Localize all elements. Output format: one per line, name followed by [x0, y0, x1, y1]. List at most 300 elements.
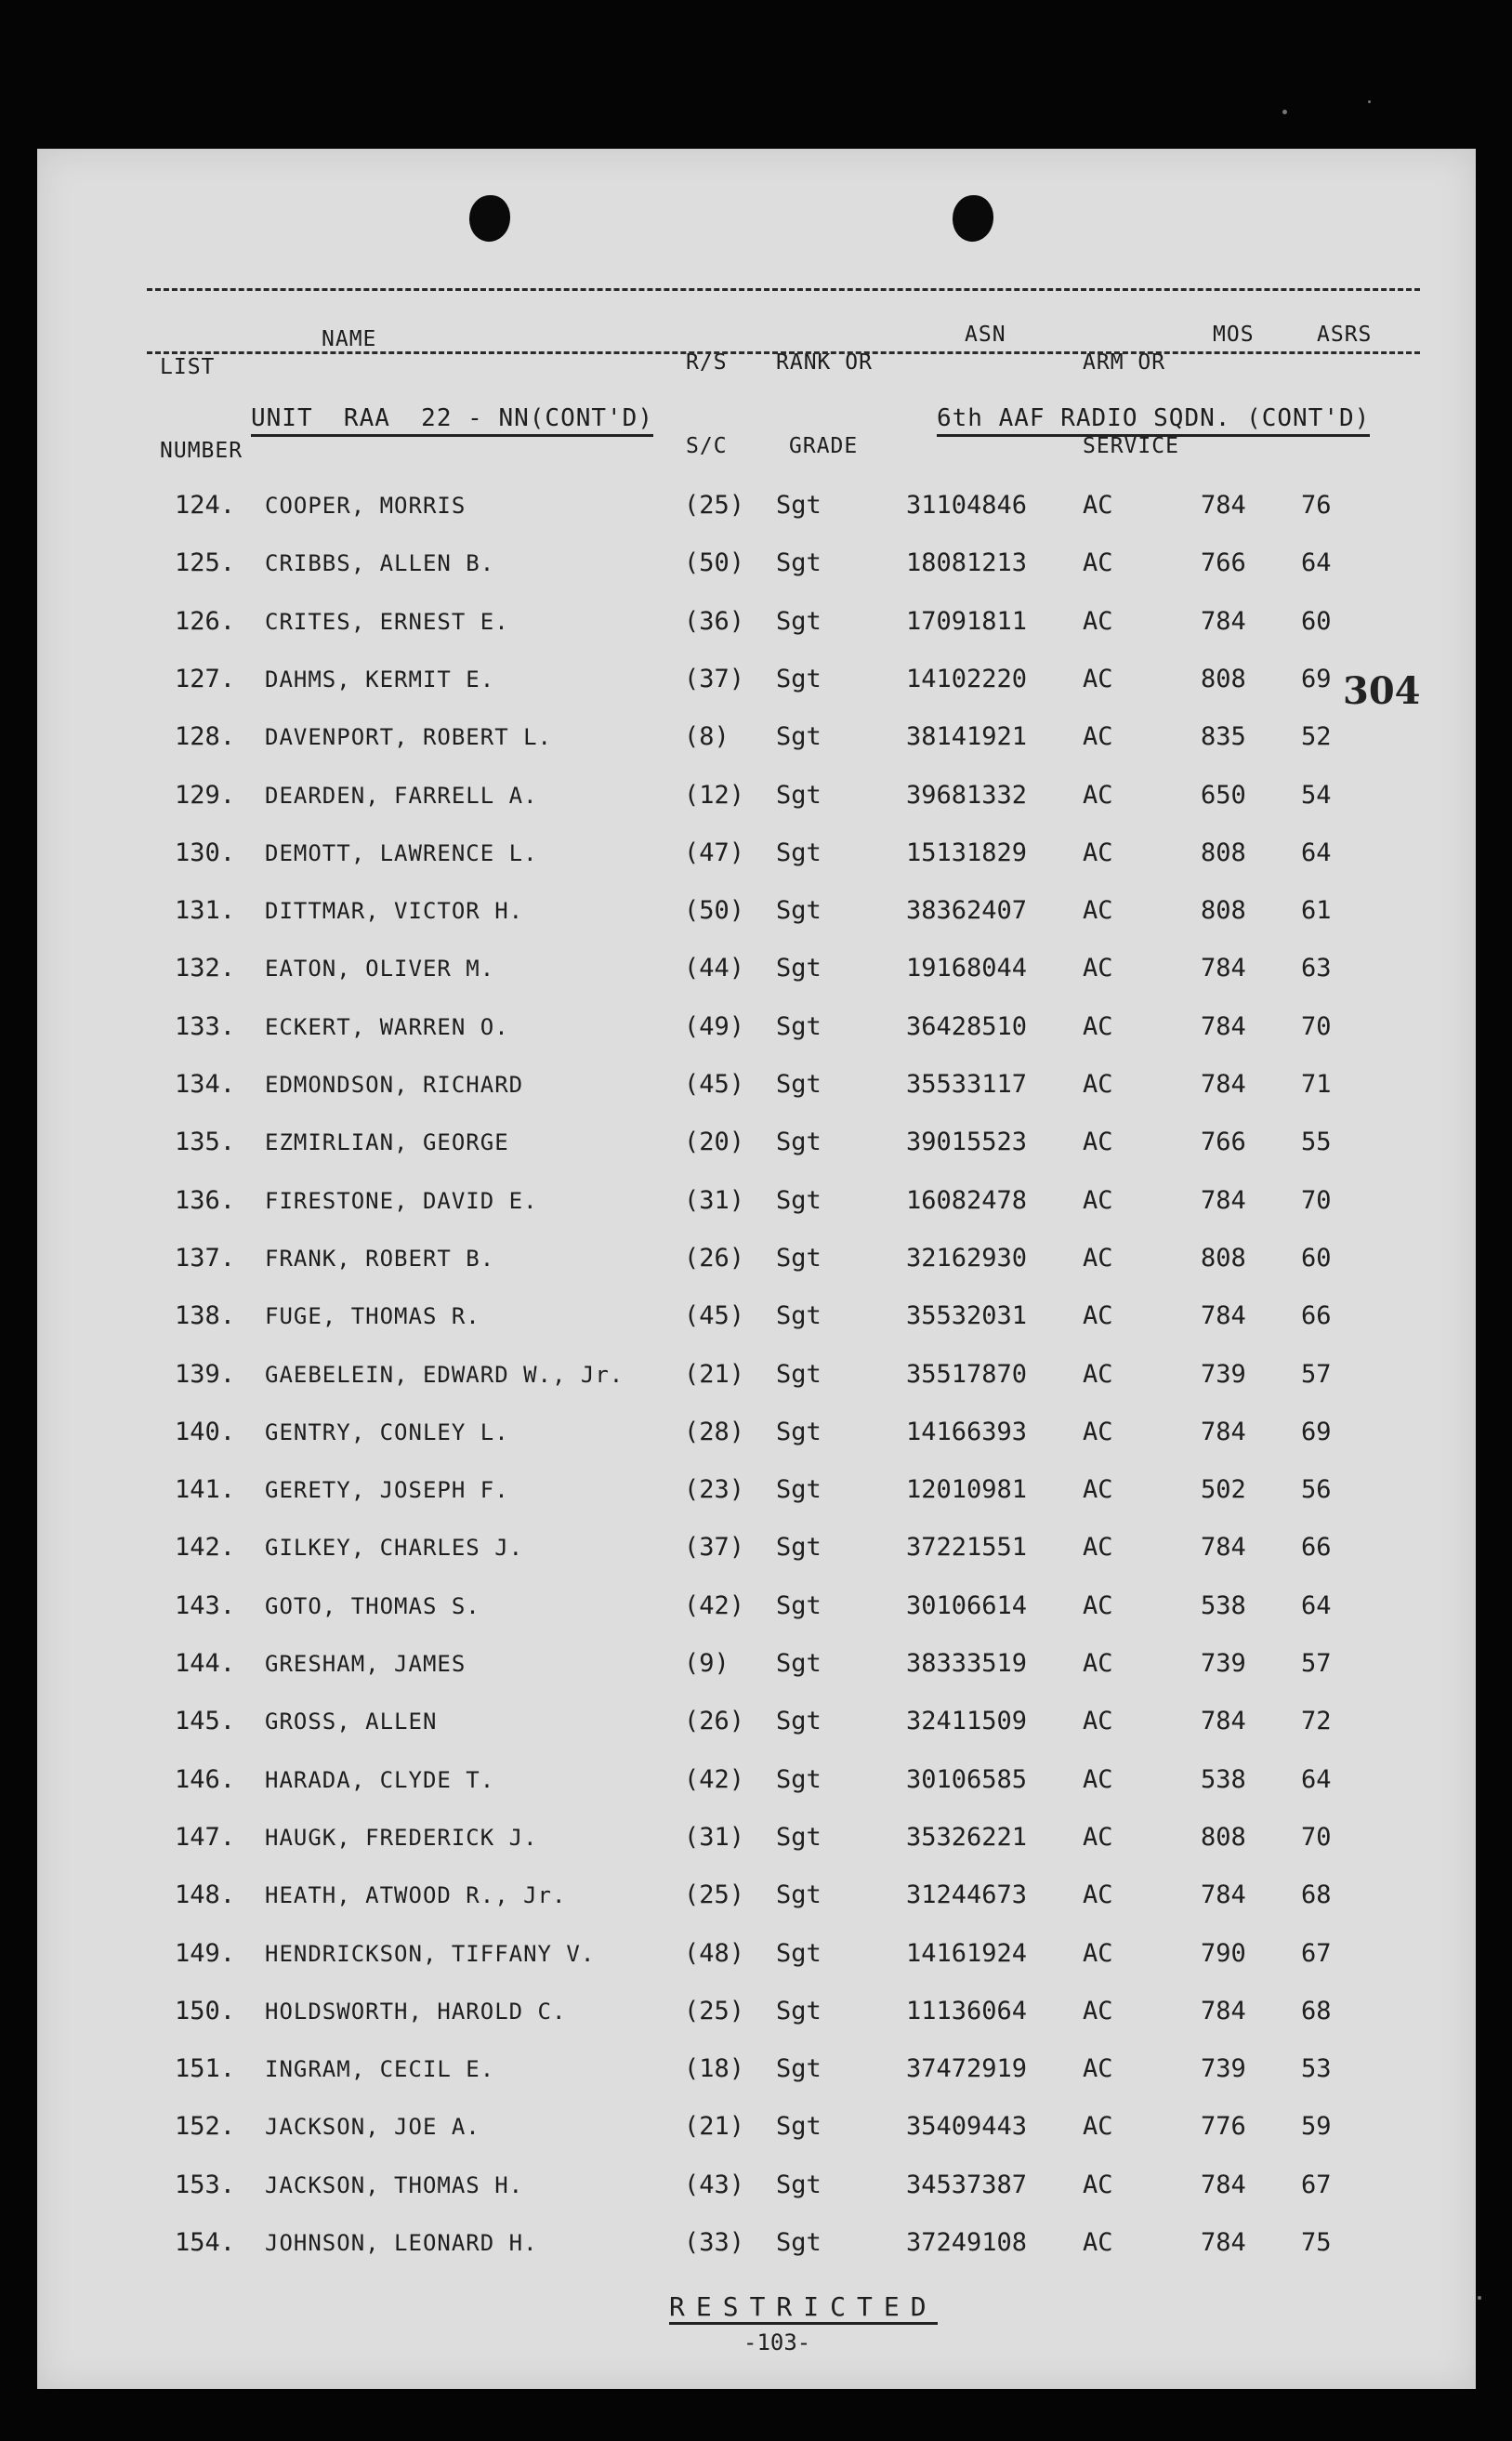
row-list-number: 137. — [175, 1243, 236, 1273]
row-list-number: 127. — [175, 664, 236, 693]
table-row — [37, 1066, 1476, 1103]
row-rs-sc: (12) — [684, 780, 745, 810]
row-rank: Sgt — [776, 1880, 822, 1910]
row-asn: 32411509 — [906, 1707, 1028, 1736]
row-list-number: 134. — [175, 1070, 236, 1099]
row-list-number: 128. — [175, 722, 236, 752]
row-asrs: 63 — [1301, 954, 1332, 983]
row-rank: Sgt — [776, 2228, 822, 2257]
row-rs-sc: (36) — [684, 606, 745, 636]
row-mos: 766 — [1201, 548, 1246, 578]
row-arm-service: AC — [1083, 1070, 1113, 1099]
row-list-number: 146. — [175, 1764, 236, 1794]
row-asrs: 76 — [1301, 491, 1332, 520]
row-rs-sc: (43) — [684, 2170, 745, 2199]
dust-speck — [1368, 100, 1371, 103]
row-rs-sc: (50) — [684, 548, 745, 578]
row-mos: 784 — [1201, 1070, 1246, 1099]
row-name: INGRAM, CECIL E. — [265, 2056, 495, 2083]
row-asn: 35409443 — [906, 2112, 1028, 2142]
row-list-number: 148. — [175, 1880, 236, 1910]
row-asn: 11136064 — [906, 1996, 1028, 2025]
row-rank: Sgt — [776, 1938, 822, 1968]
table-row — [37, 661, 1476, 698]
row-arm-service: AC — [1083, 1301, 1113, 1331]
row-arm-service: AC — [1083, 606, 1113, 636]
row-rank: Sgt — [776, 1649, 822, 1678]
row-arm-service: AC — [1083, 548, 1113, 578]
row-rank: Sgt — [776, 2112, 822, 2142]
row-rs-sc: (45) — [684, 1070, 745, 1099]
row-rs-sc: (42) — [684, 1590, 745, 1620]
row-mos: 784 — [1201, 1880, 1246, 1910]
row-asrs: 55 — [1301, 1128, 1332, 1157]
row-rank: Sgt — [776, 1417, 822, 1446]
row-rs-sc: (28) — [684, 1417, 745, 1446]
row-name: EDMONDSON, RICHARD — [265, 1072, 524, 1098]
row-name: DAVENPORT, ROBERT L. — [265, 724, 552, 751]
table-row — [37, 719, 1476, 756]
row-name: FRANK, ROBERT B. — [265, 1245, 495, 1272]
row-asrs: 64 — [1301, 1590, 1332, 1620]
row-name: HARADA, CLYDE T. — [265, 1766, 495, 1793]
row-asrs: 68 — [1301, 1996, 1332, 2025]
header-rank-line1: RANK OR — [776, 350, 873, 375]
row-rs-sc: (25) — [684, 1996, 745, 2025]
header-name: NAME — [322, 327, 377, 351]
row-name: EZMIRLIAN, GEORGE — [265, 1129, 509, 1156]
row-name: COOPER, MORRIS — [265, 493, 467, 519]
row-rank: Sgt — [776, 1011, 822, 1041]
row-asn: 14166393 — [906, 1417, 1028, 1446]
row-rs-sc: (21) — [684, 2112, 745, 2142]
table-row — [37, 777, 1476, 814]
row-asrs: 68 — [1301, 1880, 1332, 1910]
row-name: GAEBELEIN, EDWARD W., Jr. — [265, 1361, 625, 1388]
row-mos: 502 — [1201, 1475, 1246, 1505]
row-list-number: 143. — [175, 1590, 236, 1620]
row-rank: Sgt — [776, 780, 822, 810]
table-row — [37, 892, 1476, 930]
row-asrs: 67 — [1301, 1938, 1332, 1968]
table-row — [37, 1588, 1476, 1625]
row-mos: 808 — [1201, 1822, 1246, 1852]
header-rs — [686, 293, 741, 516]
row-asn: 30106614 — [906, 1590, 1028, 1620]
row-asn: 32162930 — [906, 1243, 1028, 1273]
row-name: HAUGK, FREDERICK J. — [265, 1824, 538, 1851]
row-arm-service: AC — [1083, 780, 1113, 810]
punch-hole-left — [469, 195, 510, 242]
row-asrs: 59 — [1301, 2112, 1332, 2142]
document-page — [37, 149, 1476, 2389]
row-asn: 37221551 — [906, 1533, 1028, 1563]
row-asn: 17091811 — [906, 606, 1028, 636]
row-name: GRESHAM, JAMES — [265, 1651, 467, 1677]
row-rank: Sgt — [776, 722, 822, 752]
row-asrs: 64 — [1301, 838, 1332, 867]
row-rs-sc: (31) — [684, 1822, 745, 1852]
row-rank: Sgt — [776, 1243, 822, 1273]
row-arm-service: AC — [1083, 1996, 1113, 2025]
row-list-number: 132. — [175, 954, 236, 983]
row-mos: 808 — [1201, 896, 1246, 926]
row-asrs: 75 — [1301, 2228, 1332, 2257]
row-list-number: 138. — [175, 1301, 236, 1331]
row-asrs: 71 — [1301, 1070, 1332, 1099]
row-list-number: 153. — [175, 2170, 236, 2199]
row-rs-sc: (20) — [684, 1128, 745, 1157]
header-rank — [776, 293, 873, 516]
row-rank: Sgt — [776, 1764, 822, 1794]
header-mos: MOS — [1213, 323, 1255, 347]
row-name: JACKSON, JOE A. — [265, 2114, 480, 2141]
row-rs-sc: (26) — [684, 1243, 745, 1273]
row-list-number: 125. — [175, 548, 236, 578]
row-asrs: 64 — [1301, 548, 1332, 578]
row-name: HOLDSWORTH, HAROLD C. — [265, 1998, 567, 2025]
row-rank: Sgt — [776, 2170, 822, 2199]
row-asrs: 69 — [1301, 664, 1332, 693]
row-name: GOTO, THOMAS S. — [265, 1592, 480, 1619]
dust-speck — [1282, 110, 1287, 114]
row-arm-service: AC — [1083, 1649, 1113, 1678]
row-rs-sc: (18) — [684, 2054, 745, 2084]
row-rs-sc: (50) — [684, 896, 745, 926]
row-mos: 650 — [1201, 780, 1246, 810]
row-asn: 37472919 — [906, 2054, 1028, 2084]
row-mos: 790 — [1201, 1938, 1246, 1968]
table-row — [37, 1414, 1476, 1451]
row-rs-sc: (21) — [684, 1359, 745, 1389]
row-asn: 15131829 — [906, 838, 1028, 867]
row-mos: 784 — [1201, 954, 1246, 983]
row-name: DAHMS, KERMIT E. — [265, 666, 495, 693]
table-row — [37, 2224, 1476, 2262]
row-mos: 808 — [1201, 838, 1246, 867]
header-bottom-rule — [147, 351, 1420, 354]
row-mos: 808 — [1201, 664, 1246, 693]
punch-hole-right — [953, 195, 993, 242]
row-arm-service: AC — [1083, 1417, 1113, 1446]
row-asn: 14161924 — [906, 1938, 1028, 1968]
row-name: HENDRICKSON, TIFFANY V. — [265, 1940, 596, 1967]
row-list-number: 145. — [175, 1707, 236, 1736]
row-list-number: 126. — [175, 606, 236, 636]
row-rank: Sgt — [776, 1070, 822, 1099]
row-mos: 784 — [1201, 1301, 1246, 1331]
row-rank: Sgt — [776, 1128, 822, 1157]
row-mos: 739 — [1201, 1359, 1246, 1389]
row-rs-sc: (8) — [684, 722, 730, 752]
row-mos: 835 — [1201, 722, 1246, 752]
row-name: GERETY, JOSEPH F. — [265, 1477, 509, 1504]
row-name: FUGE, THOMAS R. — [265, 1303, 480, 1330]
row-asn: 35326221 — [906, 1822, 1028, 1852]
row-rs-sc: (45) — [684, 1301, 745, 1331]
table-row — [37, 2167, 1476, 2204]
row-list-number: 133. — [175, 1011, 236, 1041]
row-rank: Sgt — [776, 1707, 822, 1736]
table-row — [37, 603, 1476, 640]
row-list-number: 130. — [175, 838, 236, 867]
row-arm-service: AC — [1083, 2170, 1113, 2199]
header-arm-line2: SERVICE — [1083, 434, 1179, 458]
row-asrs: 67 — [1301, 2170, 1332, 2199]
row-name: EATON, OLIVER M. — [265, 956, 495, 983]
row-rank: Sgt — [776, 1533, 822, 1563]
row-rs-sc: (42) — [684, 1764, 745, 1794]
table-row — [37, 1240, 1476, 1277]
row-arm-service: AC — [1083, 2054, 1113, 2084]
row-asn: 36428510 — [906, 1011, 1028, 1041]
row-arm-service: AC — [1083, 2228, 1113, 2257]
row-rank: Sgt — [776, 1590, 822, 1620]
row-arm-service: AC — [1083, 1938, 1113, 1968]
row-mos: 784 — [1201, 1417, 1246, 1446]
row-rank: Sgt — [776, 1301, 822, 1331]
row-rs-sc: (37) — [684, 664, 745, 693]
table-row — [37, 1935, 1476, 1973]
row-asrs: 60 — [1301, 606, 1332, 636]
row-asn: 38362407 — [906, 896, 1028, 926]
row-rs-sc: (48) — [684, 1938, 745, 1968]
row-mos: 776 — [1201, 2112, 1246, 2142]
row-asn: 30106585 — [906, 1764, 1028, 1794]
restricted-marking: RESTRICTED — [669, 2291, 938, 2325]
row-rs-sc: (37) — [684, 1533, 745, 1563]
row-rank: Sgt — [776, 1359, 822, 1389]
row-asrs: 61 — [1301, 896, 1332, 926]
row-mos: 784 — [1201, 1707, 1246, 1736]
row-name: JOHNSON, LEONARD H. — [265, 2230, 538, 2256]
row-list-number: 129. — [175, 780, 236, 810]
header-arm-line1: ARM OR — [1083, 350, 1166, 375]
row-arm-service: AC — [1083, 896, 1113, 926]
row-asn: 16082478 — [906, 1185, 1028, 1215]
row-asrs: 57 — [1301, 1359, 1332, 1389]
row-asn: 39015523 — [906, 1128, 1028, 1157]
row-name: DITTMAR, VICTOR H. — [265, 898, 524, 925]
row-asn: 38333519 — [906, 1649, 1028, 1678]
row-rs-sc: (25) — [684, 1880, 745, 1910]
header-top-rule — [147, 288, 1420, 291]
row-arm-service: AC — [1083, 1128, 1113, 1157]
row-arm-service: AC — [1083, 1533, 1113, 1563]
row-list-number: 144. — [175, 1649, 236, 1678]
row-rs-sc: (49) — [684, 1011, 745, 1041]
row-asn: 18081213 — [906, 548, 1028, 578]
row-name: JACKSON, THOMAS H. — [265, 2171, 524, 2198]
table-row — [37, 1529, 1476, 1566]
row-list-number: 140. — [175, 1417, 236, 1446]
row-asn: 35533117 — [906, 1070, 1028, 1099]
row-rs-sc: (23) — [684, 1475, 745, 1505]
row-arm-service: AC — [1083, 1707, 1113, 1736]
table-row — [37, 1877, 1476, 1914]
row-name: CRIBBS, ALLEN B. — [265, 550, 495, 577]
row-list-number: 149. — [175, 1938, 236, 1968]
row-asrs: 57 — [1301, 1649, 1332, 1678]
row-mos: 784 — [1201, 1011, 1246, 1041]
table-row — [37, 487, 1476, 524]
row-mos: 784 — [1201, 491, 1246, 520]
table-row — [37, 950, 1476, 987]
row-list-number: 135. — [175, 1128, 236, 1157]
row-asn: 12010981 — [906, 1475, 1028, 1505]
table-row — [37, 1124, 1476, 1161]
row-rank: Sgt — [776, 1475, 822, 1505]
table-row — [37, 1356, 1476, 1393]
row-rank: Sgt — [776, 954, 822, 983]
row-mos: 784 — [1201, 2228, 1246, 2257]
row-arm-service: AC — [1083, 1011, 1113, 1041]
row-list-number: 136. — [175, 1185, 236, 1215]
row-mos: 784 — [1201, 606, 1246, 636]
row-mos: 739 — [1201, 1649, 1246, 1678]
row-mos: 766 — [1201, 1128, 1246, 1157]
header-asn: ASN — [965, 323, 1006, 347]
table-row — [37, 1298, 1476, 1335]
row-asn: 31244673 — [906, 1880, 1028, 1910]
row-rank: Sgt — [776, 548, 822, 578]
header-rs-line1: R/S — [686, 350, 728, 375]
row-asrs: 66 — [1301, 1301, 1332, 1331]
row-arm-service: AC — [1083, 722, 1113, 752]
row-rank: Sgt — [776, 491, 822, 520]
row-rank: Sgt — [776, 1996, 822, 2025]
table-row — [37, 1819, 1476, 1856]
row-arm-service: AC — [1083, 1764, 1113, 1794]
row-mos: 538 — [1201, 1764, 1246, 1794]
row-list-number: 150. — [175, 1996, 236, 2025]
row-list-number: 152. — [175, 2112, 236, 2142]
row-name: DEMOTT, LAWRENCE L. — [265, 839, 538, 866]
row-rank: Sgt — [776, 664, 822, 693]
row-list-number: 141. — [175, 1475, 236, 1505]
row-asrs: 52 — [1301, 722, 1332, 752]
header-rs-line2: S/C — [686, 434, 728, 458]
row-rs-sc: (33) — [684, 2228, 745, 2257]
row-list-number: 124. — [175, 491, 236, 520]
header-asrs: ASRS — [1317, 323, 1373, 347]
row-mos: 808 — [1201, 1243, 1246, 1273]
row-list-number: 139. — [175, 1359, 236, 1389]
row-asrs: 69 — [1301, 1417, 1332, 1446]
row-list-number: 147. — [175, 1822, 236, 1852]
row-mos: 538 — [1201, 1590, 1246, 1620]
table-row — [37, 1182, 1476, 1220]
row-rank: Sgt — [776, 838, 822, 867]
row-asrs: 54 — [1301, 780, 1332, 810]
row-asrs: 70 — [1301, 1822, 1332, 1852]
row-rank: Sgt — [776, 1822, 822, 1852]
row-asn: 34537387 — [906, 2170, 1028, 2199]
row-asrs: 72 — [1301, 1707, 1332, 1736]
header-rank-line2: GRADE — [789, 434, 859, 458]
row-asn: 35532031 — [906, 1301, 1028, 1331]
dust-speck — [1478, 2296, 1481, 2300]
row-asrs: 64 — [1301, 1764, 1332, 1794]
squadron-designation: 6th AAF RADIO SQDN. (CONT'D) — [937, 404, 1370, 437]
row-asrs: 53 — [1301, 2054, 1332, 2084]
table-row — [37, 1761, 1476, 1799]
row-name: DEARDEN, FARRELL A. — [265, 782, 538, 809]
row-rs-sc: (47) — [684, 838, 745, 867]
row-arm-service: AC — [1083, 2112, 1113, 2142]
row-arm-service: AC — [1083, 838, 1113, 867]
row-arm-service: AC — [1083, 491, 1113, 520]
row-name: CRITES, ERNEST E. — [265, 608, 509, 635]
row-name: FIRESTONE, DAVID E. — [265, 1187, 538, 1214]
row-asn: 37249108 — [906, 2228, 1028, 2257]
row-mos: 784 — [1201, 1185, 1246, 1215]
page-number: -103- — [743, 2329, 811, 2355]
row-mos: 784 — [1201, 1996, 1246, 2025]
table-row — [37, 2108, 1476, 2145]
row-rs-sc: (44) — [684, 954, 745, 983]
table-row — [37, 835, 1476, 872]
table-row — [37, 1703, 1476, 1740]
row-list-number: 151. — [175, 2054, 236, 2084]
row-arm-service: AC — [1083, 1880, 1113, 1910]
row-list-number: 131. — [175, 896, 236, 926]
row-rs-sc: (9) — [684, 1649, 730, 1678]
margin-page-stamp: 304 — [1343, 669, 1421, 713]
row-asrs: 70 — [1301, 1011, 1332, 1041]
row-rs-sc: (26) — [684, 1707, 745, 1736]
row-asn: 38141921 — [906, 722, 1028, 752]
header-list-number-line1: LIST — [160, 355, 216, 379]
table-row — [37, 1645, 1476, 1682]
row-asrs: 70 — [1301, 1185, 1332, 1215]
row-asn: 35517870 — [906, 1359, 1028, 1389]
row-asn: 19168044 — [906, 954, 1028, 983]
table-row — [37, 1471, 1476, 1509]
row-list-number: 142. — [175, 1533, 236, 1563]
row-arm-service: AC — [1083, 1590, 1113, 1620]
row-arm-service: AC — [1083, 1185, 1113, 1215]
row-list-number: 154. — [175, 2228, 236, 2257]
row-name: HEATH, ATWOOD R., Jr. — [265, 1882, 567, 1909]
table-row — [37, 1993, 1476, 2030]
row-asn: 39681332 — [906, 780, 1028, 810]
row-rank: Sgt — [776, 606, 822, 636]
row-mos: 784 — [1201, 2170, 1246, 2199]
row-rs-sc: (31) — [684, 1185, 745, 1215]
row-rank: Sgt — [776, 1185, 822, 1215]
row-rs-sc: (25) — [684, 491, 745, 520]
row-name: ECKERT, WARREN O. — [265, 1013, 509, 1040]
table-row — [37, 1009, 1476, 1046]
row-arm-service: AC — [1083, 1243, 1113, 1273]
row-asrs: 56 — [1301, 1475, 1332, 1505]
unit-designation: UNIT RAA 22 - NN(CONT'D) — [251, 404, 653, 437]
row-arm-service: AC — [1083, 664, 1113, 693]
row-rank: Sgt — [776, 2054, 822, 2084]
table-row — [37, 545, 1476, 582]
row-mos: 739 — [1201, 2054, 1246, 2084]
row-rank: Sgt — [776, 896, 822, 926]
row-arm-service: AC — [1083, 1359, 1113, 1389]
row-arm-service: AC — [1083, 1475, 1113, 1505]
row-asn: 14102220 — [906, 664, 1028, 693]
row-asn: 31104846 — [906, 491, 1028, 520]
row-name: GROSS, ALLEN — [265, 1709, 438, 1735]
row-asrs: 66 — [1301, 1533, 1332, 1563]
row-arm-service: AC — [1083, 954, 1113, 983]
row-mos: 784 — [1201, 1533, 1246, 1563]
